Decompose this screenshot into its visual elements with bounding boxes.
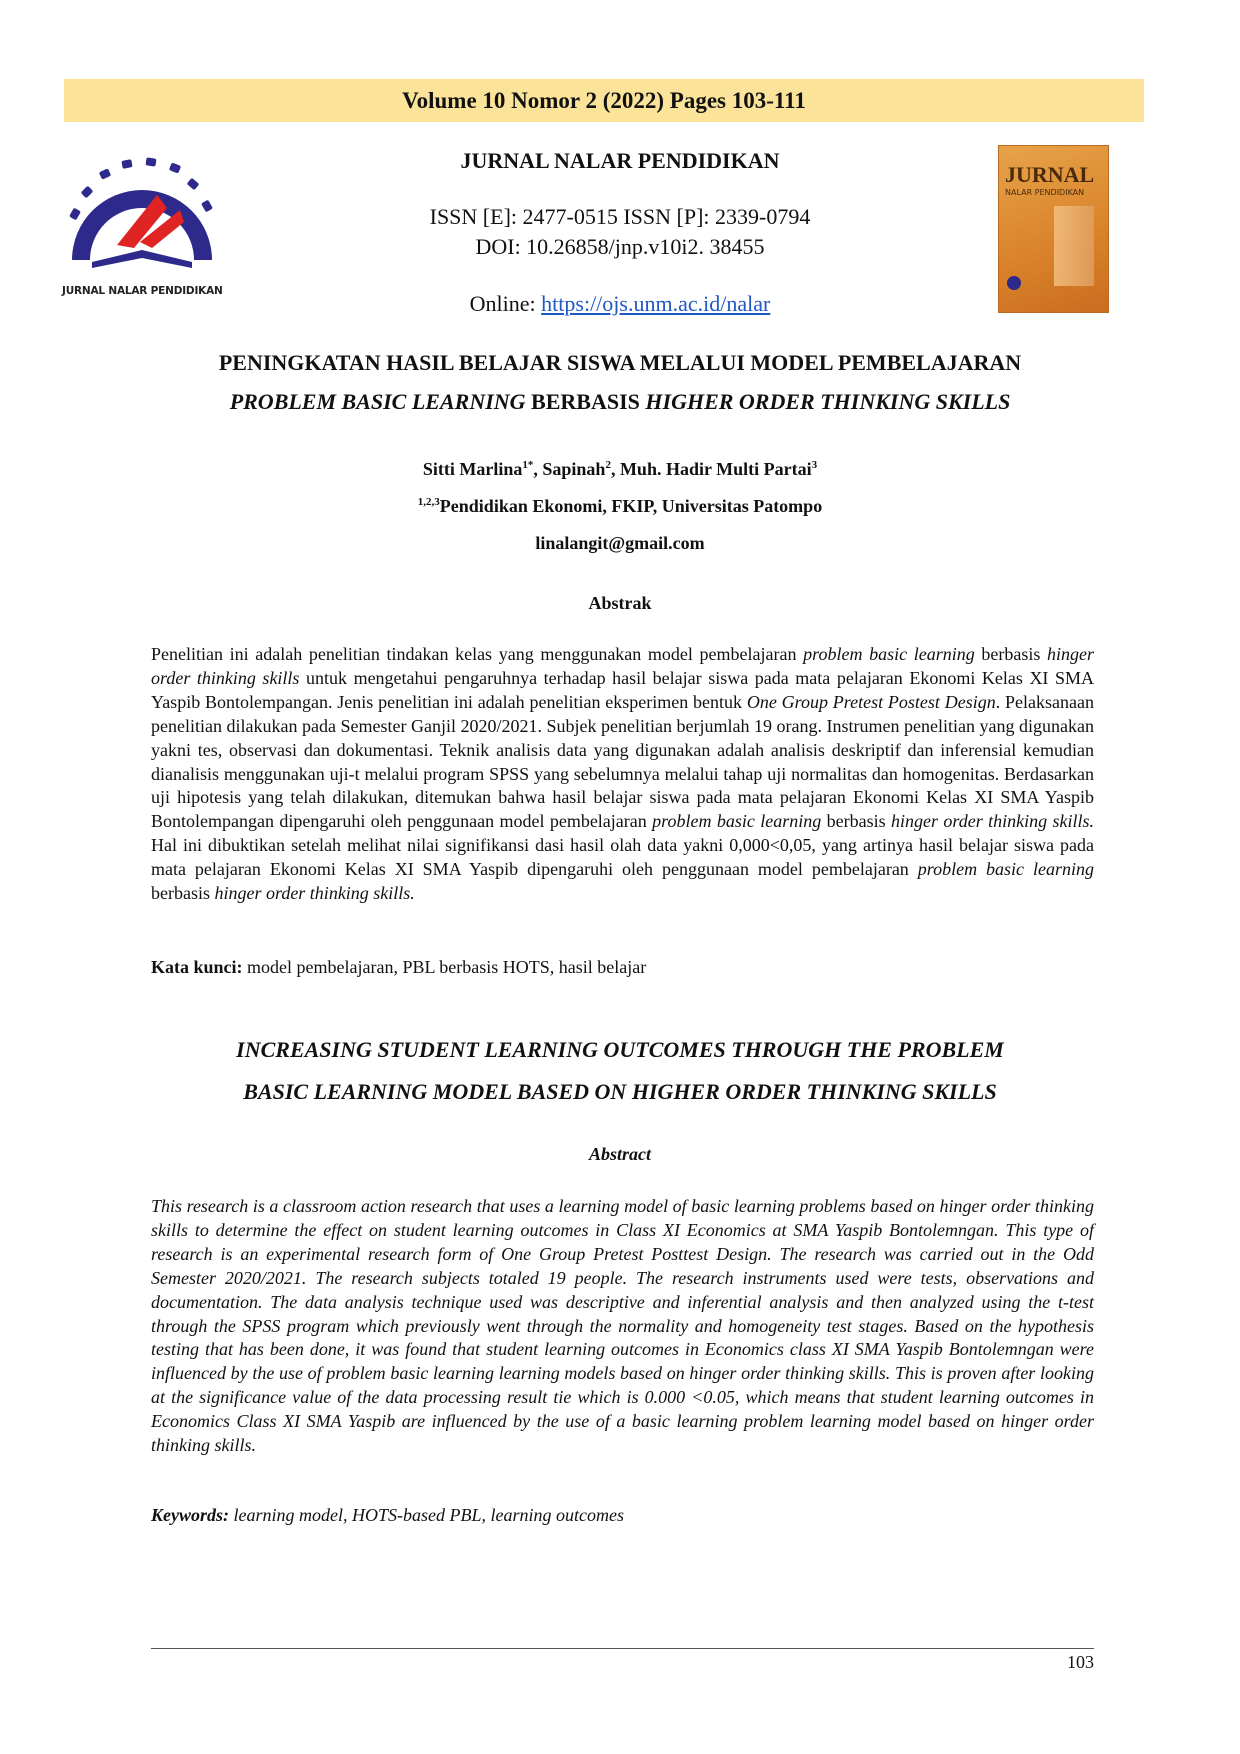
abstrak-text: berbasis (821, 811, 892, 832)
abstrak-heading: Abstrak (588, 593, 652, 613)
journal-url-link[interactable]: https://ojs.unm.ac.id/nalar (541, 291, 771, 316)
keywords-en-label: Keywords: (151, 1505, 229, 1525)
kata-kunci-text: model pembelajaran, PBL berbasis HOTS, hasil belajar (242, 957, 647, 977)
abstrak-italic: hinger order thinking skills (151, 644, 1094, 688)
footer-rule (151, 1648, 1094, 1649)
affiliation (0, 496, 1240, 517)
cover-title: JURNAL (1005, 162, 1095, 187)
cover-subtitle: NALAR PENDIDIKAN (1005, 188, 1085, 197)
author-1-sup: 1* (522, 459, 534, 471)
title-id-line2 (0, 389, 1240, 415)
issn: ISSN [E]: 2477-0515 ISSN [P]: 2339-0794 (429, 204, 811, 229)
abstrak-italic: hinger order thinking skills. (214, 883, 415, 904)
kata-kunci (151, 957, 1094, 978)
title-id-italic-a: PROBLEM BASIC LEARNING (229, 389, 526, 414)
author-email: linalangit@gmail.com (535, 533, 705, 553)
abstrak-text: untuk mengetahui pengaruhnya terhadap hasil belajar siswa pada mata pelajaran Ekonomi Kelas XI SMA Yaspib Bontolempangan. Jenis penelitian ini adalah penelitian eksperimen bentuk (151, 667, 1095, 712)
keywords-en-text: learning model, HOTS-based PBL, learning outcomes (229, 1505, 624, 1525)
author-3-sup: 3 (811, 459, 818, 471)
abstrak-italic: hinger order thinking skills. (891, 811, 1095, 832)
online-label: Online: (469, 291, 542, 316)
abstrak-text: . Pelaksanaan penelitian dilakukan pada Semester Ganjil 2020/2021. Subjek penelitian berjumlah 19 orang. Instrumen penelitian yang digunakan yakni tes, observasi dan dokumentasi. Teknik analisis data yang digunakan adalah analisis deskriptif dan inferensial kemudian dianalisis menggunakan uji-t melalui program SPSS yang sebelumnya melalui tahap uji normalitas dan homogenitas. Berdasarkan uji hipotesis yang telah dilakukan, ditemukan bahwa hasil belajar siswa pada mata pelajaran Ekonomi Kelas XI SMA Yaspib Bontolempangan dipengaruhi oleh penggunaan model pembelajaran (151, 691, 1094, 832)
abstrak-text: Penelitian ini adalah penelitian tindakan kelas yang menggunakan model pembelajaran (151, 644, 804, 664)
title-id-italic-b: HIGHER ORDER THINKING SKILLS (645, 389, 1011, 414)
title-en-line2: BASIC LEARNING MODEL BASED ON HIGHER ORDER THINKING SKILLS (243, 1079, 997, 1104)
abstrak-text: Hal ini dibuktikan setelah melihat nilai signifikansi dasi hasil olah data yakni 0,000<0,05, yang artinya hasil belajar siswa pada mata pelajaran Ekonomi Kelas XI SMA Yaspib dipengaruhi oleh penggunaan model pembelajaran (151, 835, 1094, 880)
title-id-normal: BERBASIS (525, 389, 646, 414)
abstrak-italic: One Group Pretest Postest Design (746, 691, 996, 712)
page-number: 103 (1067, 1652, 1094, 1672)
affiliation-text: Pendidikan Ekonomi, FKIP, Universitas Patompo (439, 496, 823, 516)
journal-name: JURNAL NALAR PENDIDIKAN (460, 148, 780, 173)
abstrak-italic: problem basic learning (917, 859, 1094, 880)
author-3: , Muh. Hadir Multi Partai (610, 459, 812, 479)
kata-kunci-label: Kata kunci: (151, 957, 243, 977)
author-2: , Sapinah (533, 459, 606, 479)
abstrak-italic: problem basic learning (803, 644, 975, 664)
keywords-en (151, 1505, 1094, 1526)
abstrak-text: berbasis (974, 644, 1047, 664)
abstrak-body (151, 643, 1094, 906)
affiliation-sup: 1,2,3 (417, 496, 440, 508)
online-line (0, 291, 1240, 317)
author-2-sup: 2 (605, 459, 611, 471)
author-1: Sitti Marlina (422, 459, 523, 479)
title-en-line1: INCREASING STUDENT LEARNING OUTCOMES THROUGH THE PROBLEM (236, 1037, 1004, 1062)
doi: DOI: 10.26858/jnp.v10i2. 38455 (475, 234, 765, 259)
abstract-en-heading: Abstract (588, 1144, 651, 1164)
abstrak-italic: problem basic learning (652, 811, 822, 832)
cover-seal-icon (1007, 276, 1021, 290)
title-id-line1: PENINGKATAN HASIL BELAJAR SISWA MELALUI MODEL PEMBELAJARAN (218, 350, 1022, 375)
volume-banner: Volume 10 Nomor 2 (2022) Pages 103-111 (64, 79, 1144, 122)
logo-text: JURNAL NALAR PENDIDIKAN (62, 285, 223, 297)
abstract-en-body: This research is a classroom action research that uses a learning model of basic learning problems based on hinger order thinking skills to determine the effect on student learning outcomes in Class XI Economics at SMA Yaspib Bontolemngan. This type of research is an experimental research form of One Group Pretest Posttest Design. The research was carried out in the Odd Semester 2020/2021. The research subjects totaled 19 people. The research instruments used were tests, observations and documentation. The data analysis technique used was descriptive and inferential analysis and then analyzed using the t-test through the SPSS program which previously went through the normality and homogeneity test stages. Based on the hypothesis testing that has been done, it was found that student learning outcomes in Economics class XI SMA Yaspib Bontolemngan were influenced by the use of problem basic learning learning models based on hinger order thinking skills. This is proven after looking at the significance value of the data processing result tie which is 0.000 <0.05, which means that student learning outcomes in Economics Class XI SMA Yaspib are influenced by the use of a basic learning problem learning model based on hinger order thinking skills. (151, 1196, 1094, 1456)
author-list (0, 459, 1240, 480)
abstrak-text: berbasis (151, 883, 215, 904)
